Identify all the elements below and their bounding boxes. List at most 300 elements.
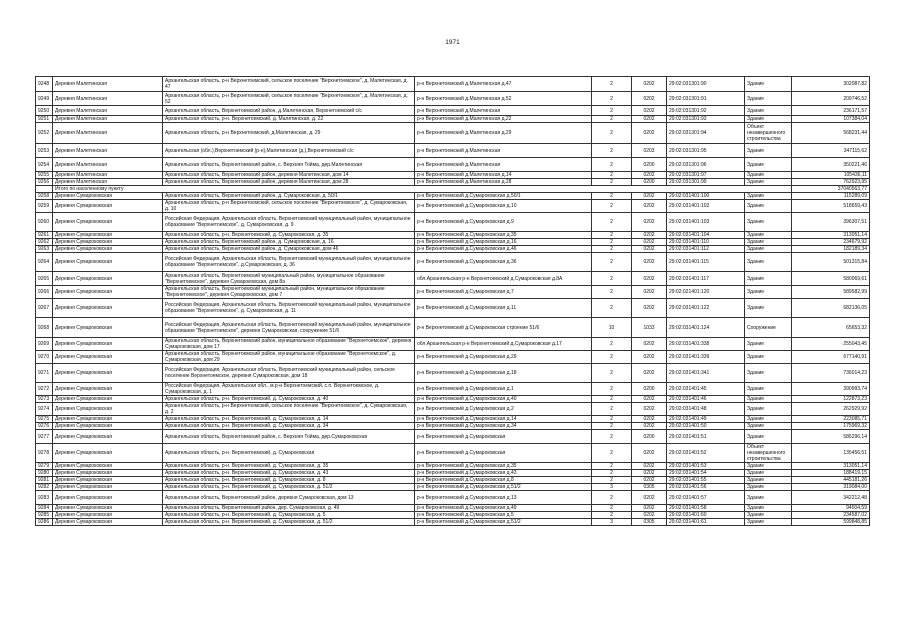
cadastral-number-cell: 29:02:031301:90 bbox=[667, 77, 745, 92]
value-cell: 223085,71 bbox=[792, 416, 870, 423]
cadastral-number-cell: 29:02:031401:49 bbox=[667, 416, 745, 423]
value-cell: 234679,92 bbox=[792, 239, 870, 246]
table-row bbox=[36, 338, 870, 351]
cadastral-number-cell: 29:02:031301:92 bbox=[667, 106, 745, 116]
group-cell: 2 bbox=[592, 470, 632, 477]
table-row bbox=[36, 519, 870, 526]
table-row bbox=[36, 286, 870, 299]
group-cell: 2 bbox=[592, 416, 632, 423]
location-cell: р-н Верхнетоемский д.Сумароковская д.2 bbox=[415, 403, 592, 416]
group-cell: 2 bbox=[592, 77, 632, 92]
location-cell: р-н Верхнетоемский д.Сумароковская д.51/2 bbox=[415, 484, 592, 491]
value-cell: 175969,32 bbox=[792, 423, 870, 430]
row-number-cell: 9255 bbox=[36, 172, 53, 179]
object-type-cell: Здание bbox=[745, 477, 792, 484]
group-cell: 2 bbox=[592, 383, 632, 396]
row-number-cell bbox=[36, 186, 53, 193]
cadastral-number-cell: 29:02:031301:97 bbox=[667, 172, 745, 179]
cadastral-number-cell: 29:02:031401:110 bbox=[667, 239, 745, 246]
table-row bbox=[36, 246, 870, 253]
settlement-cell: Деревня Малетинская bbox=[53, 123, 163, 144]
code-cell: 0202 bbox=[632, 396, 667, 403]
address-cell: Архангельская область, р-н. Верхнетоемский, д. Сумароковская, д. 34 bbox=[163, 423, 415, 430]
table-row bbox=[36, 463, 870, 470]
code-cell: 0202 bbox=[632, 106, 667, 116]
location-cell: р-н Верхнетоемский д.Сумароковская д.18 bbox=[415, 364, 592, 383]
object-type-cell: Здание bbox=[745, 232, 792, 239]
row-number-cell: 9248 bbox=[36, 77, 53, 92]
group-cell: 2 bbox=[592, 246, 632, 253]
code-cell: 0202 bbox=[632, 239, 667, 246]
table-row bbox=[36, 158, 870, 172]
value-cell: 188419,15 bbox=[792, 470, 870, 477]
object-type-cell: Здание bbox=[745, 193, 792, 200]
code-cell: 0202 bbox=[632, 172, 667, 179]
location-cell: р-н Верхнетоемский д.Малетинская bbox=[415, 144, 592, 158]
row-number-cell: 9275 bbox=[36, 416, 53, 423]
location-cell: р-н Верхнетоемский д.Сумароковская д.46 bbox=[415, 246, 592, 253]
row-number-cell: 9277 bbox=[36, 430, 53, 444]
address-cell: Архангельская область, р-н Верхнетоемский, сельское поселение "Верхнетоемское", д. Сумароковская, д. 10 bbox=[163, 200, 415, 213]
cadastral-number-cell: 29:02:031301:95 bbox=[667, 144, 745, 158]
group-cell: 2 bbox=[592, 430, 632, 444]
table-row bbox=[36, 144, 870, 158]
group-cell: 2 bbox=[592, 158, 632, 172]
group-cell: 2 bbox=[592, 423, 632, 430]
row-number-cell: 9286 bbox=[36, 519, 53, 526]
address-cell: Архангельская область, Верхнетоемский район, д. Сумароковская, д. 50/1 bbox=[163, 193, 415, 200]
group-cell: 2 bbox=[592, 92, 632, 106]
object-type-cell: Здание bbox=[745, 299, 792, 318]
value-cell: 682136,05 bbox=[792, 299, 870, 318]
value-cell: 236171,57 bbox=[792, 106, 870, 116]
table-row bbox=[36, 299, 870, 318]
group-cell: 2 bbox=[592, 239, 632, 246]
cadastral-number-cell: 29:02:031401:50 bbox=[667, 423, 745, 430]
code-cell: 0202 bbox=[632, 444, 667, 463]
location-cell: р-н Верхнетоемский д.Сумароковская д.35 bbox=[415, 232, 592, 239]
table-row bbox=[36, 172, 870, 179]
table-row bbox=[36, 416, 870, 423]
group-cell: 2 bbox=[592, 338, 632, 351]
table-row bbox=[36, 77, 870, 92]
settlement-cell: Деревня Сумароковская bbox=[53, 491, 163, 505]
settlement-cell: Деревня Сумароковская bbox=[53, 519, 163, 526]
address-cell: Архангельская область, Верхнетоемский район, деревня Малетинская, дом 14 bbox=[163, 172, 415, 179]
group-cell: 2 bbox=[592, 106, 632, 116]
code-cell: 0202 bbox=[632, 351, 667, 364]
value-cell: 209746,52 bbox=[792, 92, 870, 106]
cadastral-number-cell: 29:02:031401:60 bbox=[667, 512, 745, 519]
object-type-cell: Здание bbox=[745, 512, 792, 519]
table-row bbox=[36, 383, 870, 396]
code-cell: 0202 bbox=[632, 416, 667, 423]
object-type-cell: Здание bbox=[745, 491, 792, 505]
row-number-cell: 9279 bbox=[36, 463, 53, 470]
object-type-cell: Здание bbox=[745, 246, 792, 253]
value-cell: 313051,14 bbox=[792, 232, 870, 239]
settlement-cell: Деревня Малетинская bbox=[53, 179, 163, 186]
table-row bbox=[36, 364, 870, 383]
cadastral-number-cell: 29:02:031401:61 bbox=[667, 519, 745, 526]
settlement-cell: Деревня Малетинская bbox=[53, 144, 163, 158]
row-number-cell: 9270 bbox=[36, 351, 53, 364]
row-number-cell: 9272 bbox=[36, 383, 53, 396]
object-type-cell: Здание bbox=[745, 144, 792, 158]
value-cell: 501315,84 bbox=[792, 253, 870, 272]
cadastral-number-cell: 29:02:031401:46 bbox=[667, 396, 745, 403]
address-cell: Архангельская область, р-н Верхнетоемский, сельское поселение "Верхнетоемское", д. Малетинская, д. 47 bbox=[163, 77, 415, 92]
value-cell: 762923,95 bbox=[792, 179, 870, 186]
code-cell: 0200 bbox=[632, 158, 667, 172]
row-number-cell: 9269 bbox=[36, 338, 53, 351]
code-cell: 0202 bbox=[632, 423, 667, 430]
code-cell: 0202 bbox=[632, 92, 667, 106]
settlement-cell: Деревня Сумароковская bbox=[53, 383, 163, 396]
value-cell: 736014,23 bbox=[792, 364, 870, 383]
address-cell: Архангельская область, Верхнетоемский муниципальный район, муниципальное образование "Верхнетоемское", деревня Сумароковская, дом 8а bbox=[163, 272, 415, 286]
object-type-cell: Здание bbox=[745, 416, 792, 423]
address-cell: Архангельская область, р-н. Верхнетоемский, д. Сумароковская, д. 35 bbox=[163, 463, 415, 470]
cadastral-number-cell: 29:02:031301:93 bbox=[667, 116, 745, 123]
settlement-cell: Деревня Сумароковская bbox=[53, 246, 163, 253]
code-cell: 0202 bbox=[632, 246, 667, 253]
value-cell: 445181,26 bbox=[792, 477, 870, 484]
settlement-cell: Деревня Сумароковская bbox=[53, 470, 163, 477]
address-cell: Архангельская область, Верхнетоемский район, д. Сумароковская, д. 16 bbox=[163, 239, 415, 246]
table-row bbox=[36, 193, 870, 200]
cadastral-number-cell: 29:02:031301:91 bbox=[667, 92, 745, 106]
object-type-cell: Здание bbox=[745, 286, 792, 299]
value-cell: 255043,45 bbox=[792, 338, 870, 351]
code-cell: 0202 bbox=[632, 286, 667, 299]
object-type-cell: Здание bbox=[745, 172, 792, 179]
code-cell: 0202 bbox=[632, 272, 667, 286]
location-cell: р-н Верхнетоемский д.Малетинская д.28 bbox=[415, 179, 592, 186]
row-number-cell: 9253 bbox=[36, 144, 53, 158]
code-cell: 0202 bbox=[632, 77, 667, 92]
settlement-cell: Деревня Малетинская bbox=[53, 158, 163, 172]
address-cell: Архангельская область, Верхнетоемский район, деревня Малетинская, дом 28 bbox=[163, 179, 415, 186]
address-cell: Архангельская область, Верхнетоемский район, д.Малетинская, Верхнетоемский с/с bbox=[163, 106, 415, 116]
table-row bbox=[36, 272, 870, 286]
object-type-cell: Здание bbox=[745, 77, 792, 92]
settlement-cell: Деревня Сумароковская bbox=[53, 416, 163, 423]
row-number-cell: 9273 bbox=[36, 396, 53, 403]
cadastral-number-cell: 29:02:031401:115 bbox=[667, 253, 745, 272]
location-cell: р-н Верхнетоемский д.Сумароковская д.11 bbox=[415, 299, 592, 318]
subtotal-value: 37040563,77 bbox=[792, 186, 870, 193]
value-cell: 319084,00 bbox=[792, 484, 870, 491]
object-type-cell: Здание bbox=[745, 179, 792, 186]
address-cell: Архангельская область, р-н. Верхнетоемский, д. Сумароковская, д. 8 bbox=[163, 477, 415, 484]
cadastral-number-cell: 29:02:031401:102 bbox=[667, 200, 745, 213]
location-cell: р-н Верхнетоемский д.Сумароковская д.51/2 bbox=[415, 519, 592, 526]
cadastral-number-cell: 29:02:031401:338 bbox=[667, 338, 745, 351]
table-row bbox=[36, 396, 870, 403]
code-cell: 0305 bbox=[632, 519, 667, 526]
cadastral-number-cell: 29:02:031401:117 bbox=[667, 272, 745, 286]
settlement-cell: Деревня Сумароковская bbox=[53, 484, 163, 491]
table-row bbox=[36, 351, 870, 364]
address-cell: Архангельская область, р-н. Верхнетоемский, д. Сумароковская, д. 43 bbox=[163, 470, 415, 477]
address-cell: Российская Федерация, Архангельская область, Верхнетоемский муниципальный район, сельское поселение Верхнетоемское, деревня Сумароковская, дом 18 bbox=[163, 364, 415, 383]
row-number-cell: 9267 bbox=[36, 299, 53, 318]
cadastral-number-cell: 29:02:031401:339 bbox=[667, 351, 745, 364]
value-cell: 390993,74 bbox=[792, 383, 870, 396]
table-row bbox=[36, 179, 870, 186]
code-cell: 0202 bbox=[632, 364, 667, 383]
location-cell: обл.Архангельская р-н Верхнетоемский д.Сумароковская д.17 bbox=[415, 338, 592, 351]
object-type-cell: Здание bbox=[745, 470, 792, 477]
subtotal-row bbox=[36, 186, 870, 193]
location-cell: р-н Верхнетоемский д.Сумароковская д.16 bbox=[415, 239, 592, 246]
row-number-cell: 9256 bbox=[36, 179, 53, 186]
object-type-cell: Здание bbox=[745, 272, 792, 286]
value-cell: 135456,51 bbox=[792, 444, 870, 463]
address-cell: Архангельская область, Верхнетоемский район, муниципальное образование "Верхнетоемское", деревня Сумароковская, дом 17 bbox=[163, 338, 415, 351]
register-table-body bbox=[36, 77, 870, 526]
table-row bbox=[36, 512, 870, 519]
group-cell: 10 bbox=[592, 318, 632, 338]
code-cell: 0202 bbox=[632, 470, 667, 477]
location-cell: р-н Верхнетоемский д.Малетинская д.29 bbox=[415, 123, 592, 144]
value-cell: 107384,04 bbox=[792, 116, 870, 123]
row-number-cell: 9268 bbox=[36, 318, 53, 338]
settlement-cell: Деревня Сумароковская bbox=[53, 338, 163, 351]
value-cell: 518659,43 bbox=[792, 200, 870, 213]
code-cell: 0202 bbox=[632, 116, 667, 123]
table-row bbox=[36, 123, 870, 144]
object-type-cell: Сооружение bbox=[745, 318, 792, 338]
cadastral-number-cell: 29:02:031401:341 bbox=[667, 364, 745, 383]
address-cell: Архангельская область, Верхнетоемский район, деревня Сумароковская, дом 13 bbox=[163, 491, 415, 505]
cadastral-number-cell: 29:02:021401:120 bbox=[667, 286, 745, 299]
settlement-cell: Деревня Сумароковская bbox=[53, 286, 163, 299]
group-cell: 2 bbox=[592, 299, 632, 318]
table-row bbox=[36, 213, 870, 232]
object-type-cell: Здание bbox=[745, 484, 792, 491]
row-number-cell: 9274 bbox=[36, 403, 53, 416]
cadastral-number-cell: 29:02:031401:103 bbox=[667, 213, 745, 232]
settlement-cell: Деревня Сумароковская bbox=[53, 272, 163, 286]
object-type-cell: Здание bbox=[745, 403, 792, 416]
address-cell: Архангельская область, р-н Верхнетоемский, д.Малетинская, д. 29 bbox=[163, 123, 415, 144]
location-cell: р-н Верхнетоемский д.Малетинская д.22 bbox=[415, 116, 592, 123]
code-cell: 0202 bbox=[632, 463, 667, 470]
settlement-cell: Деревня Сумароковская bbox=[53, 477, 163, 484]
group-cell: 2 bbox=[592, 144, 632, 158]
table-row bbox=[36, 423, 870, 430]
location-cell: р-н Верхнетоемский д.Сумароковская д.10 bbox=[415, 200, 592, 213]
group-cell: 2 bbox=[592, 463, 632, 470]
location-cell: р-н Верхнетоемский д.Сумароковская д.14 bbox=[415, 416, 592, 423]
object-type-cell: Здание bbox=[745, 338, 792, 351]
settlement-cell: Деревня Сумароковская bbox=[53, 232, 163, 239]
value-cell: 65653,32 bbox=[792, 318, 870, 338]
code-cell: 0202 bbox=[632, 123, 667, 144]
value-cell: 677140,91 bbox=[792, 351, 870, 364]
location-cell: р-н Верхнетоемский д.Сумароковская д.29 bbox=[415, 351, 592, 364]
group-cell: 2 bbox=[592, 444, 632, 463]
value-cell: 105436,11 bbox=[792, 172, 870, 179]
group-cell: 2 bbox=[592, 403, 632, 416]
address-cell: Российская Федерация, Архангельская область, Верхнетоемский муниципальный район, муниципальное образование "Верхнетоемское", деревня Сумароковская, сооружение 51/6 bbox=[163, 318, 415, 338]
row-number-cell: 9281 bbox=[36, 477, 53, 484]
address-cell: Архангельская (обл.),Верхнетоемский (р-н),Малетинская (д.),Верхнетоемский с/с bbox=[163, 144, 415, 158]
location-cell: р-н Верхнетоемский д.Сумароковская д.49 bbox=[415, 505, 592, 512]
address-cell: Архангельская область, Верхнетоемский район, с. Верхняя Тойма, дер.Сумароковская bbox=[163, 430, 415, 444]
code-cell: 0202 bbox=[632, 232, 667, 239]
row-number-cell: 9266 bbox=[36, 286, 53, 299]
group-cell: 3 bbox=[592, 484, 632, 491]
code-cell: 0202 bbox=[632, 491, 667, 505]
code-cell: 0202 bbox=[632, 512, 667, 519]
location-cell: р-н Верхнетоемский д.Сумароковская bbox=[415, 444, 592, 463]
address-cell: Российская Федерация, Архангельская область, Верхнетоемский муниципальный район, муниципальное образование "Верхнетоемское", д.Сумароковская, д. 36 bbox=[163, 253, 415, 272]
settlement-cell: Деревня Сумароковская bbox=[53, 430, 163, 444]
object-type-cell: Здание bbox=[745, 106, 792, 116]
value-cell: 302087,82 bbox=[792, 77, 870, 92]
code-cell: 0203 bbox=[632, 144, 667, 158]
code-cell: 0202 bbox=[632, 299, 667, 318]
cadastral-number-cell: 29:02:031401:104 bbox=[667, 232, 745, 239]
table-row bbox=[36, 505, 870, 512]
code-cell: 0202 bbox=[632, 338, 667, 351]
group-cell: 2 bbox=[592, 200, 632, 213]
row-number-cell: 9278 bbox=[36, 444, 53, 463]
code-cell: 0202 bbox=[632, 193, 667, 200]
row-number-cell: 9271 bbox=[36, 364, 53, 383]
group-cell: 3 bbox=[592, 519, 632, 526]
settlement-cell: Деревня Сумароковская bbox=[53, 200, 163, 213]
object-type-cell: Здание bbox=[745, 463, 792, 470]
table-row bbox=[36, 116, 870, 123]
group-cell: 2 bbox=[592, 123, 632, 144]
object-type-cell: Здание bbox=[745, 213, 792, 232]
row-number-cell: 9282 bbox=[36, 484, 53, 491]
settlement-cell: Деревня Сумароковская bbox=[53, 403, 163, 416]
value-cell: 313051,14 bbox=[792, 463, 870, 470]
location-cell: р-н Верхнетоемский д.Сумароковская bbox=[415, 430, 592, 444]
table-row bbox=[36, 477, 870, 484]
object-type-cell: Здание bbox=[745, 396, 792, 403]
table-row bbox=[36, 239, 870, 246]
row-number-cell: 9250 bbox=[36, 106, 53, 116]
location-cell: р-н Верхнетоемский д.Сумароковская д.34 bbox=[415, 423, 592, 430]
row-number-cell: 9280 bbox=[36, 470, 53, 477]
location-cell: р-н Верхнетоемский д.Сумароковская д.43 bbox=[415, 470, 592, 477]
settlement-cell: Деревня Малетинская bbox=[53, 77, 163, 92]
object-type-cell: Здание bbox=[745, 253, 792, 272]
object-type-cell: Здание bbox=[745, 505, 792, 512]
group-cell: 2 bbox=[592, 351, 632, 364]
group-cell: 2 bbox=[592, 179, 632, 186]
location-cell: р-н Верхнетоемский д.Малетинская д.47 bbox=[415, 77, 592, 92]
address-cell: Архангельская область, р-н. Верхнетоемский, д. Сумароковская, д. 5 bbox=[163, 512, 415, 519]
settlement-cell: Деревня Малетинская bbox=[53, 106, 163, 116]
cadastral-number-cell: 29:02:031401:100 bbox=[667, 193, 745, 200]
row-number-cell: 9261 bbox=[36, 232, 53, 239]
group-cell: 2 bbox=[592, 491, 632, 505]
address-cell: Российская Федерация, Архангельская обл., м.р-н Верхнетоемский, с.п. Верхнетоемское, д. Сумароковская, д. 1 bbox=[163, 383, 415, 396]
address-cell: Архангельская область, р-н. Верхнетоемский, д. Малетинская, д. 22 bbox=[163, 116, 415, 123]
cadastral-number-cell: 29:02:031401:57 bbox=[667, 491, 745, 505]
table-row bbox=[36, 403, 870, 416]
address-cell: Архангельская область, р-н. Верхнетоемский, д. Сумароковская, д. 51/2 bbox=[163, 484, 415, 491]
register-table bbox=[35, 76, 870, 526]
row-number-cell: 9263 bbox=[36, 246, 53, 253]
value-cell: 589582,99 bbox=[792, 286, 870, 299]
object-type-cell: Здание bbox=[745, 519, 792, 526]
group-cell: 2 bbox=[592, 172, 632, 179]
table-row bbox=[36, 318, 870, 338]
row-number-cell: 9265 bbox=[36, 272, 53, 286]
table-row bbox=[36, 470, 870, 477]
address-cell: Архангельская область, р-н. Верхнетоемский, д. Сумароковская, д. 51/2 bbox=[163, 519, 415, 526]
settlement-cell: Деревня Малетинская bbox=[53, 172, 163, 179]
settlement-cell: Деревня Сумароковская bbox=[53, 463, 163, 470]
value-cell: 262929,92 bbox=[792, 403, 870, 416]
address-cell: Архангельская область, р-н. Верхнетоемский, д. Сумароковская bbox=[163, 444, 415, 463]
value-cell: 586296,14 bbox=[792, 430, 870, 444]
object-type-cell: Здание bbox=[745, 430, 792, 444]
location-cell: р-н Верхнетоемский д.Сумароковская д.13 bbox=[415, 491, 592, 505]
cadastral-number-cell: 29:02:031401:48 bbox=[667, 403, 745, 416]
object-type-cell: Здание bbox=[745, 423, 792, 430]
group-cell: 2 bbox=[592, 213, 632, 232]
row-number-cell: 9285 bbox=[36, 512, 53, 519]
address-cell: Архангельская область, р-н. Верхнетоемский, д. Сумароковская, д. 14 bbox=[163, 416, 415, 423]
location-cell: р-н Верхнетоемский д.Сумароковская д.35 bbox=[415, 463, 592, 470]
value-cell: 234587,02 bbox=[792, 512, 870, 519]
code-cell: 0202 bbox=[632, 253, 667, 272]
location-cell: р-н Верхнетоемский д.Малетинская bbox=[415, 106, 592, 116]
cadastral-number-cell: 29:02:031301:99 bbox=[667, 179, 745, 186]
location-cell: р-н Верхнетоемский д.Сумароковская д.36 bbox=[415, 253, 592, 272]
object-type-cell: Здание bbox=[745, 364, 792, 383]
value-cell: 568231,44 bbox=[792, 123, 870, 144]
row-number-cell: 9264 bbox=[36, 253, 53, 272]
settlement-cell: Деревня Сумароковская bbox=[53, 512, 163, 519]
address-cell: Архангельская область, Верхнетоемский район, д. Сумароковская, дом 46 bbox=[163, 246, 415, 253]
location-cell: р-н Верхнетоемский д.Сумароковская д.1 bbox=[415, 383, 592, 396]
group-cell: 2 bbox=[592, 396, 632, 403]
settlement-cell: Деревня Сумароковская bbox=[53, 213, 163, 232]
cadastral-number-cell: 29:02:031401:53 bbox=[667, 463, 745, 470]
settlement-cell: Деревня Сумароковская bbox=[53, 239, 163, 246]
value-cell: 350221,46 bbox=[792, 158, 870, 172]
table-row bbox=[36, 232, 870, 239]
location-cell: р-н Верхнетоемский д.Сумароковская д.50/1 bbox=[415, 193, 592, 200]
row-number-cell: 9283 bbox=[36, 491, 53, 505]
row-number-cell: 9276 bbox=[36, 423, 53, 430]
value-cell: 342212,48 bbox=[792, 491, 870, 505]
table-row bbox=[36, 106, 870, 116]
cadastral-number-cell: 29:02:031401:56 bbox=[667, 484, 745, 491]
table-row bbox=[36, 444, 870, 463]
row-number-cell: 9251 bbox=[36, 116, 53, 123]
location-cell: р-н Верхнетоемский д.Малетинская bbox=[415, 158, 592, 172]
settlement-cell: Деревня Сумароковская bbox=[53, 253, 163, 272]
object-type-cell: Здание bbox=[745, 239, 792, 246]
table-row bbox=[36, 200, 870, 213]
object-type-cell: Объект незавершенного строительства bbox=[745, 123, 792, 144]
object-type-cell: Здание bbox=[745, 383, 792, 396]
value-cell: 115289,09 bbox=[792, 193, 870, 200]
row-number-cell: 9254 bbox=[36, 158, 53, 172]
address-cell: Архангельская область, р-н. Верхнетоемский, д. Сумароковская, д. 35 bbox=[163, 232, 415, 239]
